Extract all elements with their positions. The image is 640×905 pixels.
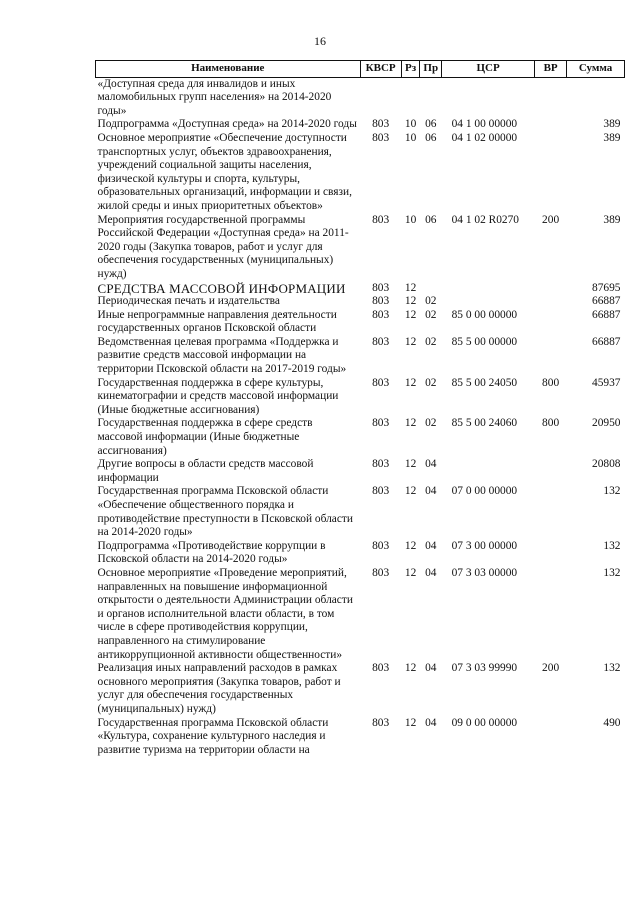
cell-vr	[535, 132, 567, 214]
cell-rz: 12	[404, 539, 417, 552]
header-pr: Пр	[420, 61, 442, 78]
cell-csr: 85 5 00 24050	[451, 376, 518, 389]
cell-sum: 87695	[592, 281, 621, 294]
cell-rz: 10	[404, 131, 417, 144]
cell-pr: 04	[425, 662, 437, 675]
table-row	[96, 282, 625, 296]
cell-kvsr: 803	[372, 308, 390, 321]
cell-vr	[535, 485, 567, 539]
cell-pr: 02	[425, 295, 437, 308]
table-row	[96, 377, 625, 418]
cell-rz: 12	[404, 716, 417, 729]
cell-pr: 02	[425, 417, 437, 430]
cell-vr	[535, 717, 567, 758]
header-kvsr: КВСР	[360, 61, 401, 78]
cell-name: «Доступная среда для инвалидов и иных маломобильных групп населения» на 2014-2020 годы»	[97, 77, 332, 117]
cell-vr	[535, 282, 567, 296]
cell-kvsr: 803	[372, 716, 390, 729]
cell-kvsr: 803	[372, 118, 390, 131]
cell-sum: 132	[603, 662, 621, 675]
cell-kvsr: 803	[372, 539, 390, 552]
cell-kvsr: 803	[372, 335, 390, 348]
header-vr: ВР	[535, 61, 567, 78]
cell-sum: 132	[603, 566, 621, 579]
cell-sum: 389	[603, 131, 621, 144]
cell-vr	[535, 309, 567, 336]
cell-csr: 04 1 00 00000	[451, 118, 518, 131]
cell-name: Государственная программа Псковской области «Культура, сохранение культурного наследия и развитие туризма на территории области на	[97, 716, 329, 756]
cell-vr: 800	[542, 376, 560, 389]
cell-kvsr: 803	[372, 131, 390, 144]
cell-kvsr: 803	[372, 662, 390, 675]
cell-csr: 07 3 03 99990	[451, 662, 518, 675]
cell-name: Другие вопросы в области средств массовой информации	[97, 458, 314, 484]
cell-sum: 66887	[592, 295, 621, 308]
cell-csr: 09 0 00 00000	[451, 716, 518, 729]
cell-kvsr: 803	[372, 417, 390, 430]
table-row	[96, 132, 625, 214]
cell-sum: 20808	[592, 458, 621, 471]
table-row	[96, 336, 625, 377]
header-csr: ЦСР	[442, 61, 535, 78]
cell-kvsr: 803	[372, 458, 390, 471]
cell-rz: 10	[404, 213, 417, 226]
cell-name: СРЕДСТВА МАССОВОЙ ИНФОРМАЦИИ	[97, 280, 346, 296]
cell-name: Мероприятия государственной программы Российской Федерации «Доступная среда» на 2011-2020 годы (Закупка товаров, работ и услуг для обеспечения государственных (муниципальных) нужд)	[97, 213, 349, 280]
cell-kvsr: 803	[372, 566, 390, 579]
header-rz: Рз	[401, 61, 420, 78]
cell-pr: 04	[425, 458, 437, 471]
cell-pr: 02	[425, 308, 437, 321]
cell-kvsr	[360, 77, 401, 118]
cell-rz: 12	[404, 308, 417, 321]
cell-sum: 132	[603, 485, 621, 498]
cell-csr	[442, 77, 535, 118]
cell-rz: 12	[404, 566, 417, 579]
header-sum: Сумма	[567, 61, 625, 78]
cell-name: Реализация иных направлений расходов в рамках основного мероприятия (Закупка товаров, работ и услуг для обеспечения государственных (муниципальных) нужд)	[97, 662, 341, 715]
cell-kvsr: 803	[372, 295, 390, 308]
cell-vr	[535, 77, 567, 118]
cell-sum: 389	[603, 213, 621, 226]
cell-pr: 02	[425, 376, 437, 389]
cell-sum: 66887	[592, 335, 621, 348]
cell-name: Основное мероприятие «Обеспечение доступности транспортных услуг, объектов здравоохранения, учреждений социальной защиты населения, физической культуры и спорта, культуры, образовательных организаций, информации и связи, жилой среды и иных приоритетных объектов»	[97, 131, 352, 212]
page-number: 16	[314, 34, 326, 48]
cell-name: Государственная поддержка в сфере средств массовой информации (Иные бюджетные ассигнования)	[97, 417, 313, 457]
cell-csr: 07 0 00 00000	[451, 485, 518, 498]
table-row	[96, 309, 625, 336]
cell-csr: 07 3 03 00000	[451, 566, 518, 579]
cell-pr: 06	[425, 118, 437, 131]
header-name: Наименование	[96, 61, 361, 78]
cell-sum: 389	[603, 118, 621, 131]
cell-rz	[401, 77, 420, 118]
cell-name: Подпрограмма «Противодействие коррупции в Псковской области на 2014-2020 годы»	[97, 539, 326, 566]
cell-pr	[420, 282, 442, 296]
table-row	[96, 417, 625, 458]
cell-vr: 200	[542, 662, 560, 675]
cell-vr	[535, 295, 567, 309]
cell-csr: 85 5 00 00000	[451, 335, 518, 348]
cell-rz: 12	[404, 417, 417, 430]
cell-rz: 12	[404, 335, 417, 348]
cell-kvsr: 803	[372, 281, 390, 294]
cell-vr	[535, 540, 567, 567]
cell-pr: 06	[425, 131, 437, 144]
cell-name: Государственная программа Псковской области «Обеспечение общественного порядка и противодействие преступности в Псковской области на 2014-2020 годы»	[97, 485, 353, 539]
cell-vr	[535, 118, 567, 132]
cell-sum: 132	[603, 539, 621, 552]
cell-rz: 12	[404, 281, 417, 294]
cell-name: Государственная поддержка в сфере культуры, кинематографии и средств массовой информации (Иные бюджетные ассигнования)	[97, 376, 339, 416]
cell-csr: 85 5 00 24060	[451, 417, 518, 430]
cell-pr	[420, 77, 442, 118]
table-row	[96, 662, 625, 716]
cell-sum: 20950	[592, 417, 621, 430]
cell-vr	[535, 336, 567, 377]
cell-csr: 04 1 02 R0270	[451, 213, 520, 226]
table-row	[96, 717, 625, 758]
cell-vr	[535, 458, 567, 485]
table-row	[96, 295, 625, 309]
table-row	[96, 567, 625, 662]
cell-pr: 02	[425, 335, 437, 348]
cell-kvsr: 803	[372, 376, 390, 389]
cell-rz: 12	[404, 295, 417, 308]
cell-pr: 04	[425, 539, 437, 552]
cell-rz: 12	[404, 662, 417, 675]
cell-csr: 07 3 00 00000	[451, 539, 518, 552]
cell-vr	[535, 567, 567, 662]
cell-pr: 04	[425, 716, 437, 729]
cell-name: Основное мероприятие «Проведение мероприятий, направленных на повышение информационной открытости о деятельности Администрации области и органов исполнительной власти области, в том числе в сфере противодействия коррупции, направленного на стимулирование антикоррупционной активности общественности»	[97, 566, 353, 661]
cell-sum: 66887	[592, 308, 621, 321]
cell-csr: 85 0 00 00000	[451, 308, 518, 321]
cell-csr: 04 1 02 00000	[451, 131, 518, 144]
table-header	[96, 61, 625, 78]
table-row	[96, 214, 625, 282]
cell-sum: 45937	[592, 376, 621, 389]
cell-rz: 12	[404, 376, 417, 389]
cell-vr: 800	[542, 417, 560, 430]
table-row	[96, 458, 625, 485]
cell-vr: 200	[542, 213, 560, 226]
cell-rz: 12	[404, 485, 417, 498]
table-row	[96, 485, 625, 539]
cell-name: Иные непрограммные направления деятельности государственных органов Псковской области	[97, 308, 337, 335]
cell-name: Ведомственная целевая программа «Поддержка и развитие средств массовой информации на территории Псковской области на 2017-2019 годы»	[97, 335, 347, 376]
cell-name: Периодическая печать и издательства	[97, 295, 280, 308]
cell-pr: 04	[425, 566, 437, 579]
cell-sum	[567, 77, 625, 118]
cell-csr	[442, 458, 535, 485]
cell-kvsr: 803	[372, 485, 390, 498]
cell-pr: 04	[425, 485, 437, 498]
cell-csr	[442, 282, 535, 296]
table-row	[96, 118, 625, 132]
cell-csr	[442, 295, 535, 309]
cell-sum: 490	[603, 716, 621, 729]
cell-pr: 06	[425, 213, 437, 226]
table-row	[96, 540, 625, 567]
table-row	[96, 77, 625, 118]
cell-rz: 10	[404, 118, 417, 131]
budget-table	[95, 60, 625, 757]
cell-kvsr: 803	[372, 213, 390, 226]
cell-rz: 12	[404, 458, 417, 471]
cell-name: Подпрограмма «Доступная среда» на 2014-2020 годы	[97, 118, 357, 131]
